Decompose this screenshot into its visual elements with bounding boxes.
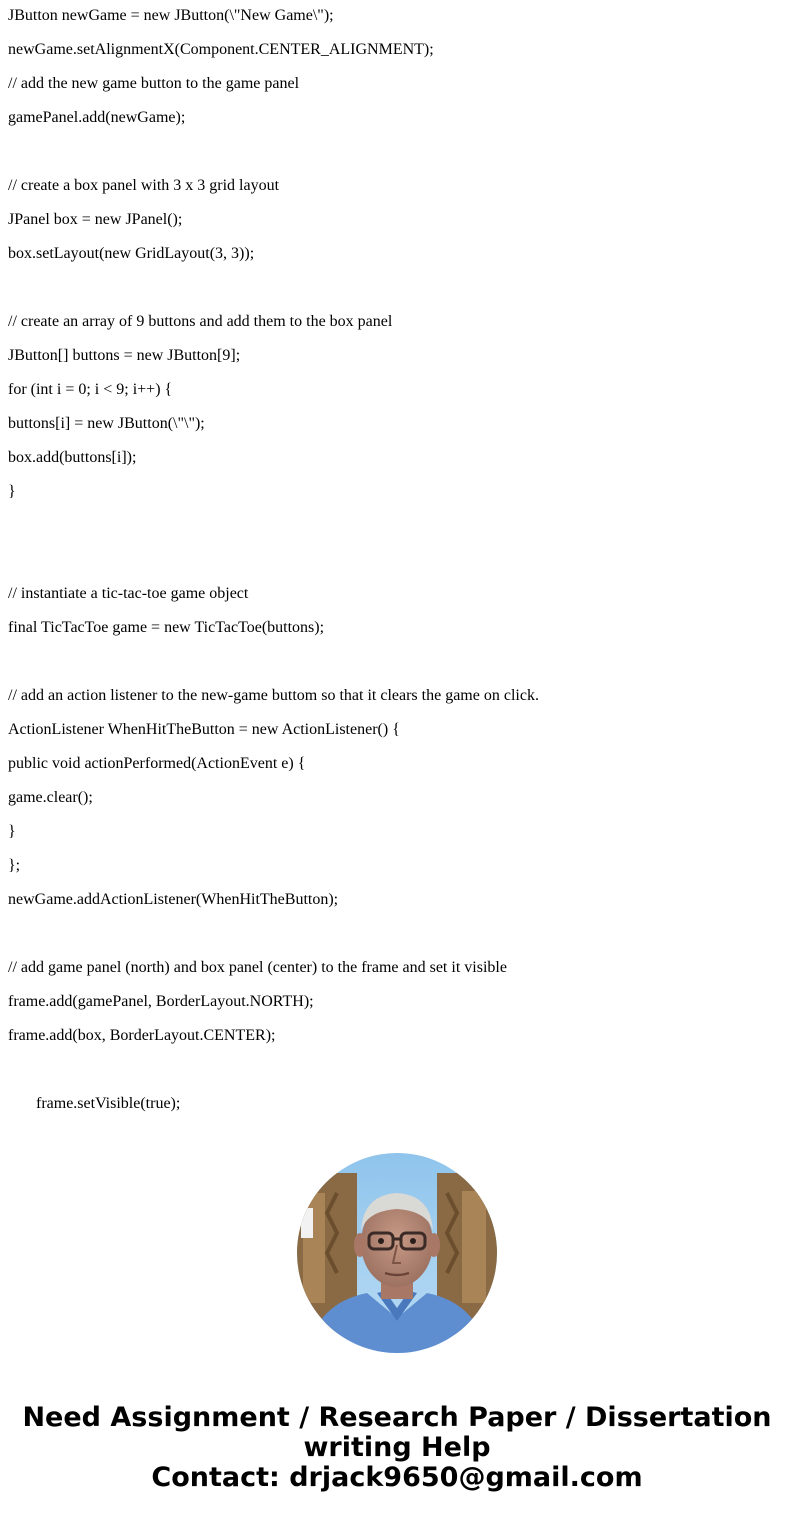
code-comment: // add an action listener to the new-game buttom so that it clears the game on click.	[8, 687, 539, 704]
code-line: newGame.addActionListener(WhenHitTheButton);	[8, 891, 339, 908]
code-line: game.clear();	[8, 789, 93, 806]
code-line: };	[8, 857, 21, 874]
code-line: newGame.setAlignmentX(Component.CENTER_ALIGNMENT);	[8, 41, 434, 58]
code-line: JButton newGame = new JButton(\"New Game\");	[8, 7, 334, 24]
code-comment: // add game panel (north) and box panel (center) to the frame and set it visible	[8, 959, 507, 976]
author-avatar	[297, 1153, 497, 1353]
code-line: public void actionPerformed(ActionEvent e) {	[8, 755, 306, 772]
code-line: }	[8, 483, 16, 500]
code-comment: // instantiate a tic-tac-toe game object	[8, 585, 249, 602]
promo-line: Need Assignment / Research Paper / Dissertation	[22, 1402, 772, 1433]
portrait-icon	[297, 1153, 497, 1353]
promo-line: writing Help	[303, 1432, 491, 1463]
code-line: box.setLayout(new GridLayout(3, 3));	[8, 245, 255, 262]
code-line: frame.add(gamePanel, BorderLayout.NORTH);	[8, 993, 314, 1010]
code-comment: // create a box panel with 3 x 3 grid layout	[8, 177, 280, 194]
code-line: JButton[] buttons = new JButton[9];	[8, 347, 241, 364]
promo-contact: Contact: drjack9650@gmail.com	[151, 1462, 643, 1493]
code-line: gamePanel.add(newGame);	[8, 109, 186, 126]
code-line: buttons[i] = new JButton(\"\");	[8, 415, 205, 432]
code-line: frame.setVisible(true);	[8, 1095, 181, 1112]
code-line: }	[8, 823, 16, 840]
code-line: box.add(buttons[i]);	[8, 449, 137, 466]
promo-banner	[0, 1403, 794, 1493]
code-line: frame.add(box, BorderLayout.CENTER);	[8, 1027, 276, 1044]
code-line: JPanel box = new JPanel();	[8, 211, 183, 228]
code-line: for (int i = 0; i < 9; i++) {	[8, 381, 173, 398]
code-comment: // create an array of 9 buttons and add them to the box panel	[8, 313, 393, 330]
code-line: ActionListener WhenHitTheButton = new ActionListener() {	[8, 721, 400, 738]
code-comment: // add the new game button to the game panel	[8, 75, 300, 92]
code-line: final TicTacToe game = new TicTacToe(buttons);	[8, 619, 325, 636]
